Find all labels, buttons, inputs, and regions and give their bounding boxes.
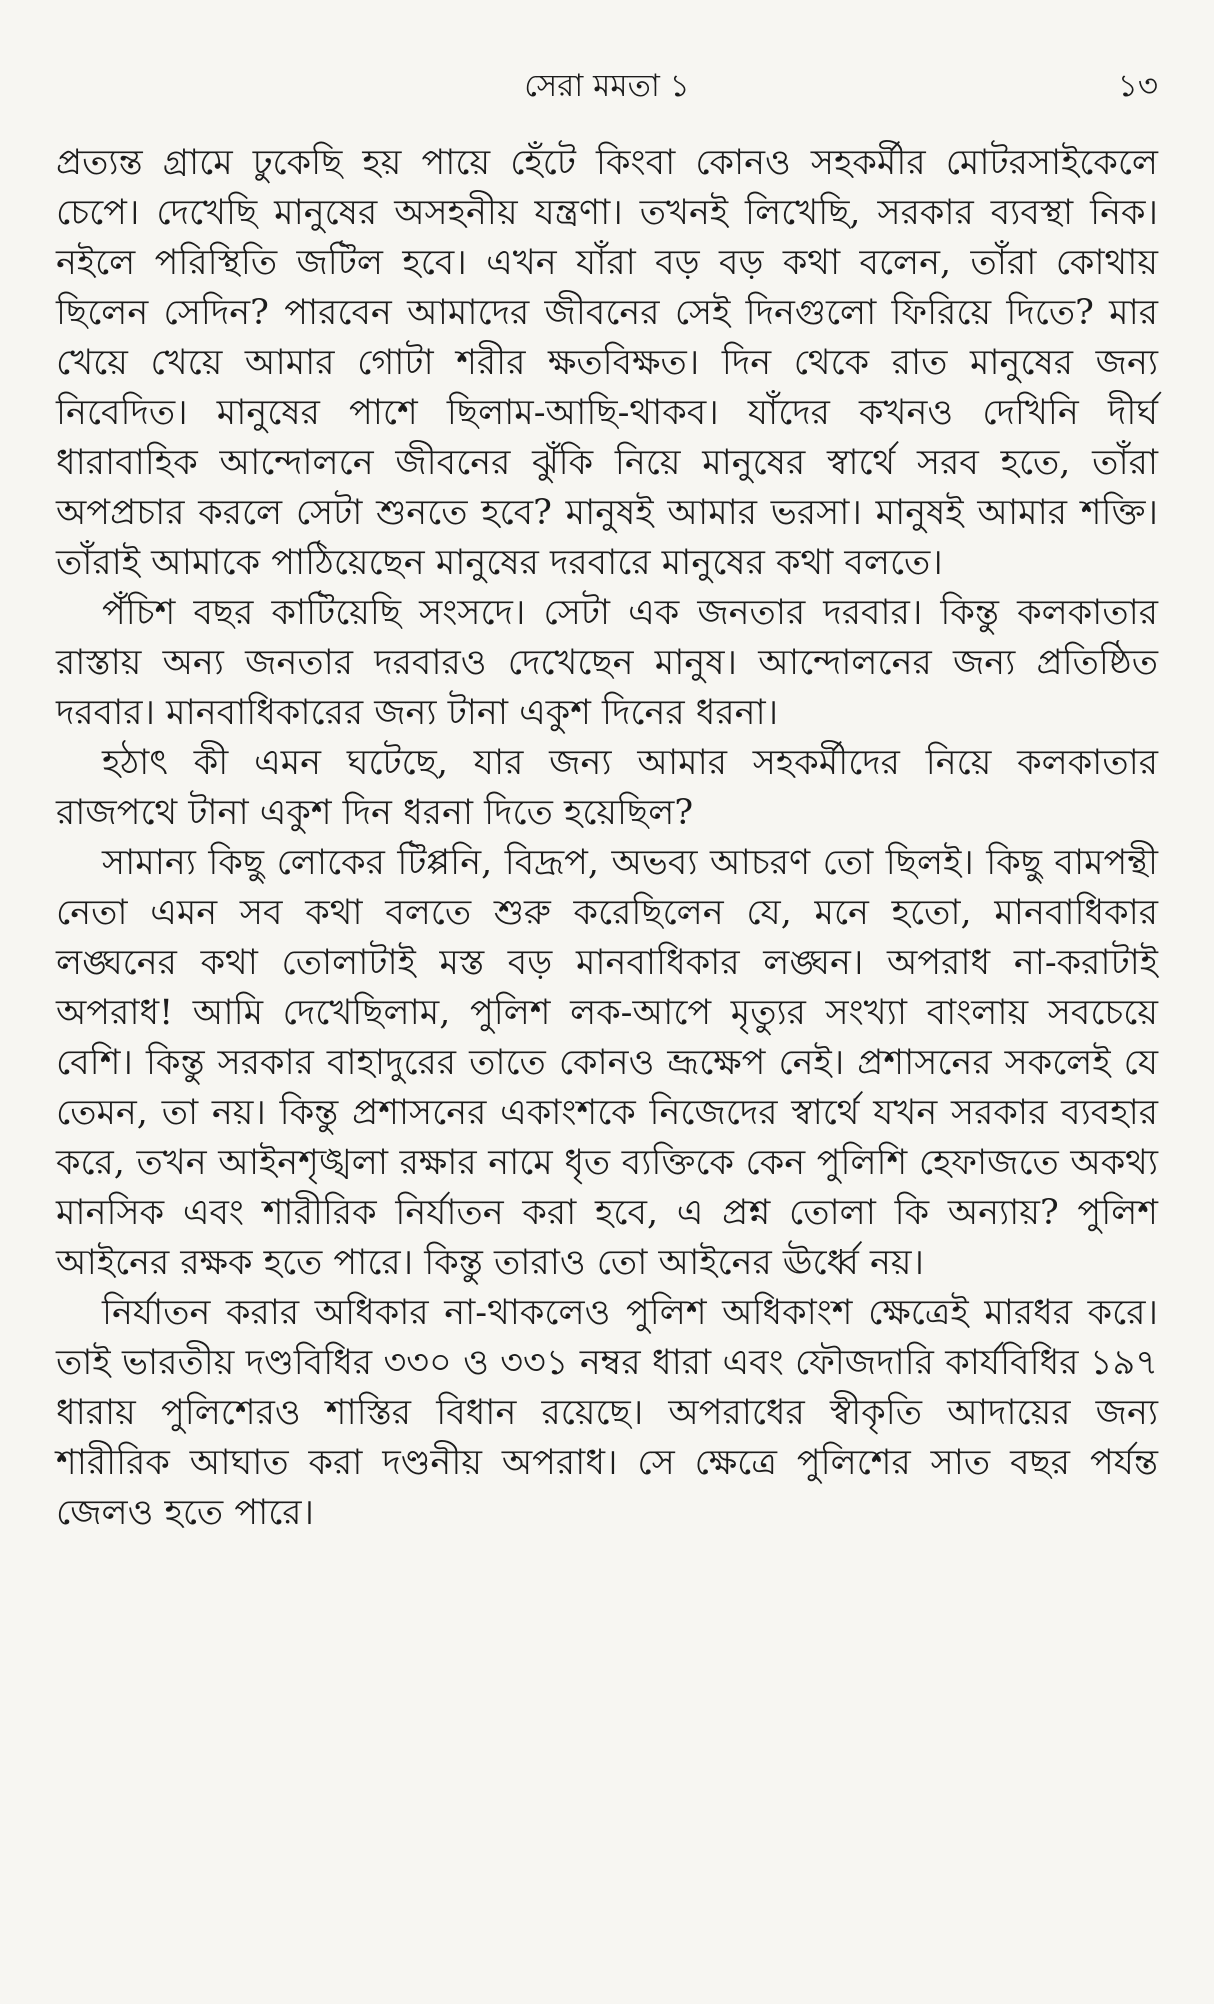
paragraph-5: নির্যাতন করার অধিকার না-থাকলেও পুলিশ অধিকাংশ ক্ষেত্রেই মারধর করে। তাই ভারতীয় দণ্ডবিধির ৩৩০ ও ৩৩১ নম্বর ধারা এবং ফৌজদারি কার্যবিধির ১৯৭ ধারায় পুলিশেরও শাস্তির বিধান রয়েছে। অপরাধের স্বীকৃতি আদায়ের জন্য শারীরিক আঘাত করা দণ্ডনীয় অপরাধ। সে ক্ষেত্রে পুলিশের সাত বছর পর্যন্ত জেলও হতে পারে। (56, 1293, 1158, 1533)
paragraph-3: হঠাৎ কী এমন ঘটেছে, যার জন্য আমার সহকর্মীদের নিয়ে কলকাতার রাজপথে টানা একুশ দিন ধরনা দিতে হয়েছিল? (56, 743, 1158, 833)
paragraph-1: প্রত্যন্ত গ্রামে ঢুকেছি হয় পায়ে হেঁটে কিংবা কোনও সহকর্মীর মোটরসাইকেলে চেপে। দেখেছি মানুষের অসহনীয় যন্ত্রণা। তখনই লিখেছি, সরকার ব্যবস্থা নিক। নইলে পরিস্থিতি জটিল হবে। এখন যাঁরা বড় বড় কথা বলেন, তাঁরা কোথায় ছিলেন সেদিন? পারবেন আমাদের জীবনের সেই দিনগুলো ফিরিয়ে দিতে? মার খেয়ে খেয়ে আমার গোটা শরীর ক্ষতবিক্ষত। দিন থেকে রাত মানুষের জন্য নিবেদিত। মানুষের পাশে ছিলাম-আছি-থাকব। যাঁদের কখনও দেখিনি দীর্ঘ ধারাবাহিক আন্দোলনে জীবনের ঝুঁকি নিয়ে মানুষের স্বার্থে সরব হতে, তাঁরা অপপ্রচার করলে সেটা শুনতে হবে? মানুষই আমার ভরসা। মানুষই আমার শক্তি। তাঁরাই আমাকে পাঠিয়েছেন মানুষের দরবারে মানুষের কথা বলতে। (56, 143, 1158, 583)
body-text (56, 138, 1158, 1538)
running-title: সেরা মমতা ১ (524, 68, 690, 104)
paragraph-4: সামান্য কিছু লোকের টিপ্পনি, বিদ্রূপ, অভব্য আচরণ তো ছিলই। কিছু বামপন্থী নেতা এমন সব কথা বলতে শুরু করেছিলেন যে, মনে হতো, মানবাধিকার লঙ্ঘনের কথা তোলাটাই মস্ত বড় মানবাধিকার লঙ্ঘন। অপরাধ না-করাটাই অপরাধ! আমি দেখেছিলাম, পুলিশ লক-আপে মৃত্যুর সংখ্যা বাংলায় সবচেয়ে বেশি। কিন্তু সরকার বাহাদুরের তাতে কোনও ভ্রূক্ষেপ নেই। প্রশাসনের সকলেই যে তেমন, তা নয়। কিন্তু প্রশাসনের একাংশকে নিজেদের স্বার্থে যখন সরকার ব্যবহার করে, তখন আইনশৃঙ্খলা রক্ষার নামে ধৃত ব্যক্তিকে কেন পুলিশি হেফাজতে অকথ্য মানসিক এবং শারীরিক নির্যাতন করা হবে, এ প্রশ্ন তোলা কি অন্যায়? পুলিশ আইনের রক্ষক হতে পারে। কিন্তু তারাও তো আইনের ঊর্ধ্বে নয়। (56, 843, 1158, 1283)
page-number: ১৩ (1117, 68, 1158, 104)
paragraph-2: পঁচিশ বছর কাটিয়েছি সংসদে। সেটা এক জনতার দরবার। কিন্তু কলকাতার রাস্তায় অন্য জনতার দরবারও দেখেছেন মানুষ। আন্দোলনের জন্য প্রতিষ্ঠিত দরবার। মানবাধিকারের জন্য টানা একুশ দিনের ধরনা। (56, 593, 1158, 733)
running-head (56, 48, 1158, 108)
